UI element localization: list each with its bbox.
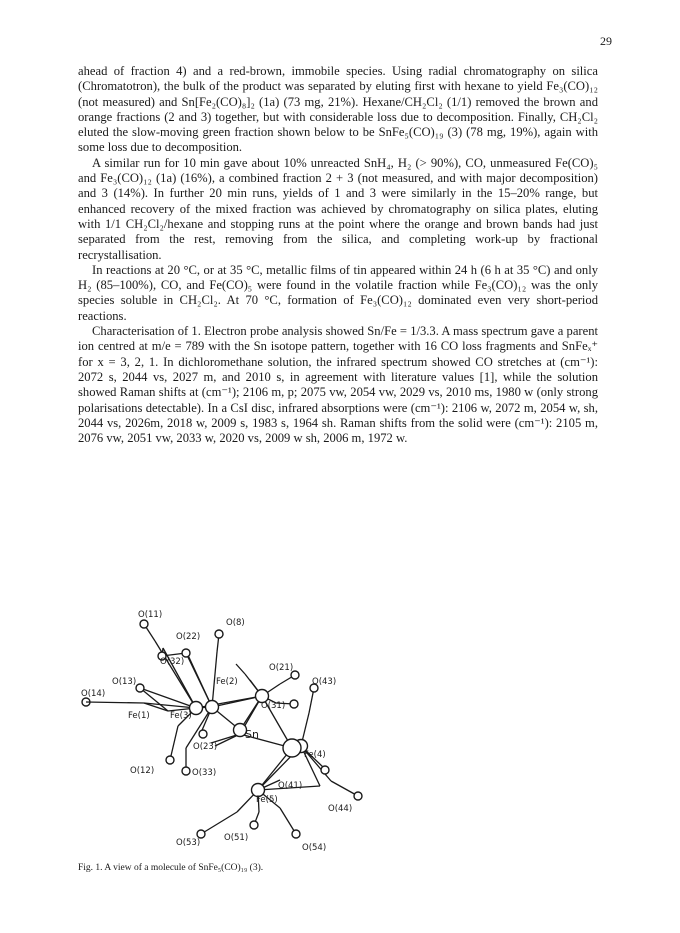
atom-label: O(12) — [130, 766, 155, 776]
atom-label: O(14) — [81, 689, 106, 699]
atom-label: O(21) — [269, 663, 294, 673]
atom-label: Fe(5) — [256, 795, 278, 805]
atom-label: Fe(1) — [128, 711, 150, 721]
page-number: 29 — [600, 34, 612, 48]
figure-caption: Fig. 1. A view of a molecule of SnFe₅(CO)₁₉ (3). — [78, 863, 264, 873]
body-text — [78, 64, 598, 446]
atom-label: O(11) — [138, 610, 163, 620]
atom-label: Fe(2) — [216, 677, 238, 687]
atom-label: O(32) — [160, 657, 185, 667]
atom-label: O(51) — [224, 833, 249, 843]
atom-label: O(53) — [176, 838, 201, 848]
atom-label: O(31) — [261, 701, 286, 711]
atom-label: O(22) — [176, 632, 201, 642]
atom-label: O(54) — [302, 843, 327, 853]
atom-label: O(43) — [312, 677, 337, 687]
paragraph: Characterisation of 1. Electron probe analysis showed Sn/Fe = 1/3.3. A mass spectrum gave a parent ion centred at m/e = 789 with the Sn isotope pattern, together with 16 CO loss fragments and SnFeₓ⁺ for x = 3, 2, 1. In dichloromethane solution, the infrared spectrum showed CO stretches at (cm⁻¹): 2072 s, 2044 vs, 2027 m, and 2010 s, in agreement with literature values [1], while the solution showed Raman shifts at (cm⁻¹); 2106 m, p; 2075 vw, 2054 vw, 2029 vs, 2010 ms, 1980 w (only strong polarisations detectable). In a CsI disc, infrared absorptions were (cm⁻¹): 2106 w, 2072 m, 2054 w, sh, 2044 vs, 2026m, 2018 w, 2009 s, 1983 s, 1964 sh. Raman shifts from the solid were (cm⁻¹): 2105 m, 2076 vw, 2051 vw, 2033 w, 2020 vs, 2009 w sh, 2006 m, 1972 w. — [78, 324, 598, 446]
atom-label: O(41) — [278, 781, 303, 791]
paragraph: A similar run for 10 min gave about 10% unreacted SnH₄, H₂ (> 90%), CO, unmeasured Fe(CO)₅ and Fe₃(CO)₁₂ (1a) (16%), a combined fraction 2 + 3 (not measured, and with major decomposition) and 3 (14%). In further 20 min runs, yields of 1 and 3 were similarly in the 15–20% range, but enhanced recovery of the mixed fraction was achieved by chromatography on silica plates, eluting with 1/1 CH₂Cl₂/hexane and stopping runs at the point where the orange and brown bands had just separated from the rest, removing from the silica, and completing work-up by fractional recrystallisation. — [78, 155, 598, 262]
atom-label: Fe(4) — [304, 750, 326, 760]
paragraph: In reactions at 20 °C, or at 35 °C, metallic films of tin appeared within 24 h (6 h at 35 °C) and only H₂ (85–100%), CO, and Fe(CO)₅ were found in the volatile fraction while Fe₃(CO)₁₂ was the only species soluble in CH₂Cl₂. At 70 °C, formation of Fe₃(CO)₁₂ dominated even very short-period reactions. — [78, 262, 598, 323]
atom-label: O(33) — [192, 768, 217, 778]
atom-label: O(44) — [328, 804, 353, 814]
atom-label: O(8) — [226, 618, 245, 628]
atom-label: O(13) — [112, 677, 137, 687]
atom-label: Fe(3) — [170, 711, 192, 721]
atom-label: O(23) — [193, 742, 218, 752]
molecule-figure — [78, 608, 598, 858]
atom-label: Sn — [245, 728, 259, 741]
paragraph: ahead of fraction 4) and a red-brown, immobile species. Using radial chromatography on silica (Chromatotron), the bulk of the product was separated by eluting first with hexane to yield Fe₃(CO)₁₂ (not measured) and Sn[Fe₂(CO)₈]₂ (1a) (73 mg, 21%). Hexane/CH₂Cl₂ (1/1) removed the brown and orange fractions (2 and 3) together, but with considerable loss due to decomposition. Finally, CH₂Cl₂ eluted the slow-moving green fraction shown below to be SnFe₅(CO)₁₉ (3) (78 mg, 19%), again with some loss due to decomposition. — [78, 64, 598, 155]
molecule-drawing — [78, 608, 598, 858]
